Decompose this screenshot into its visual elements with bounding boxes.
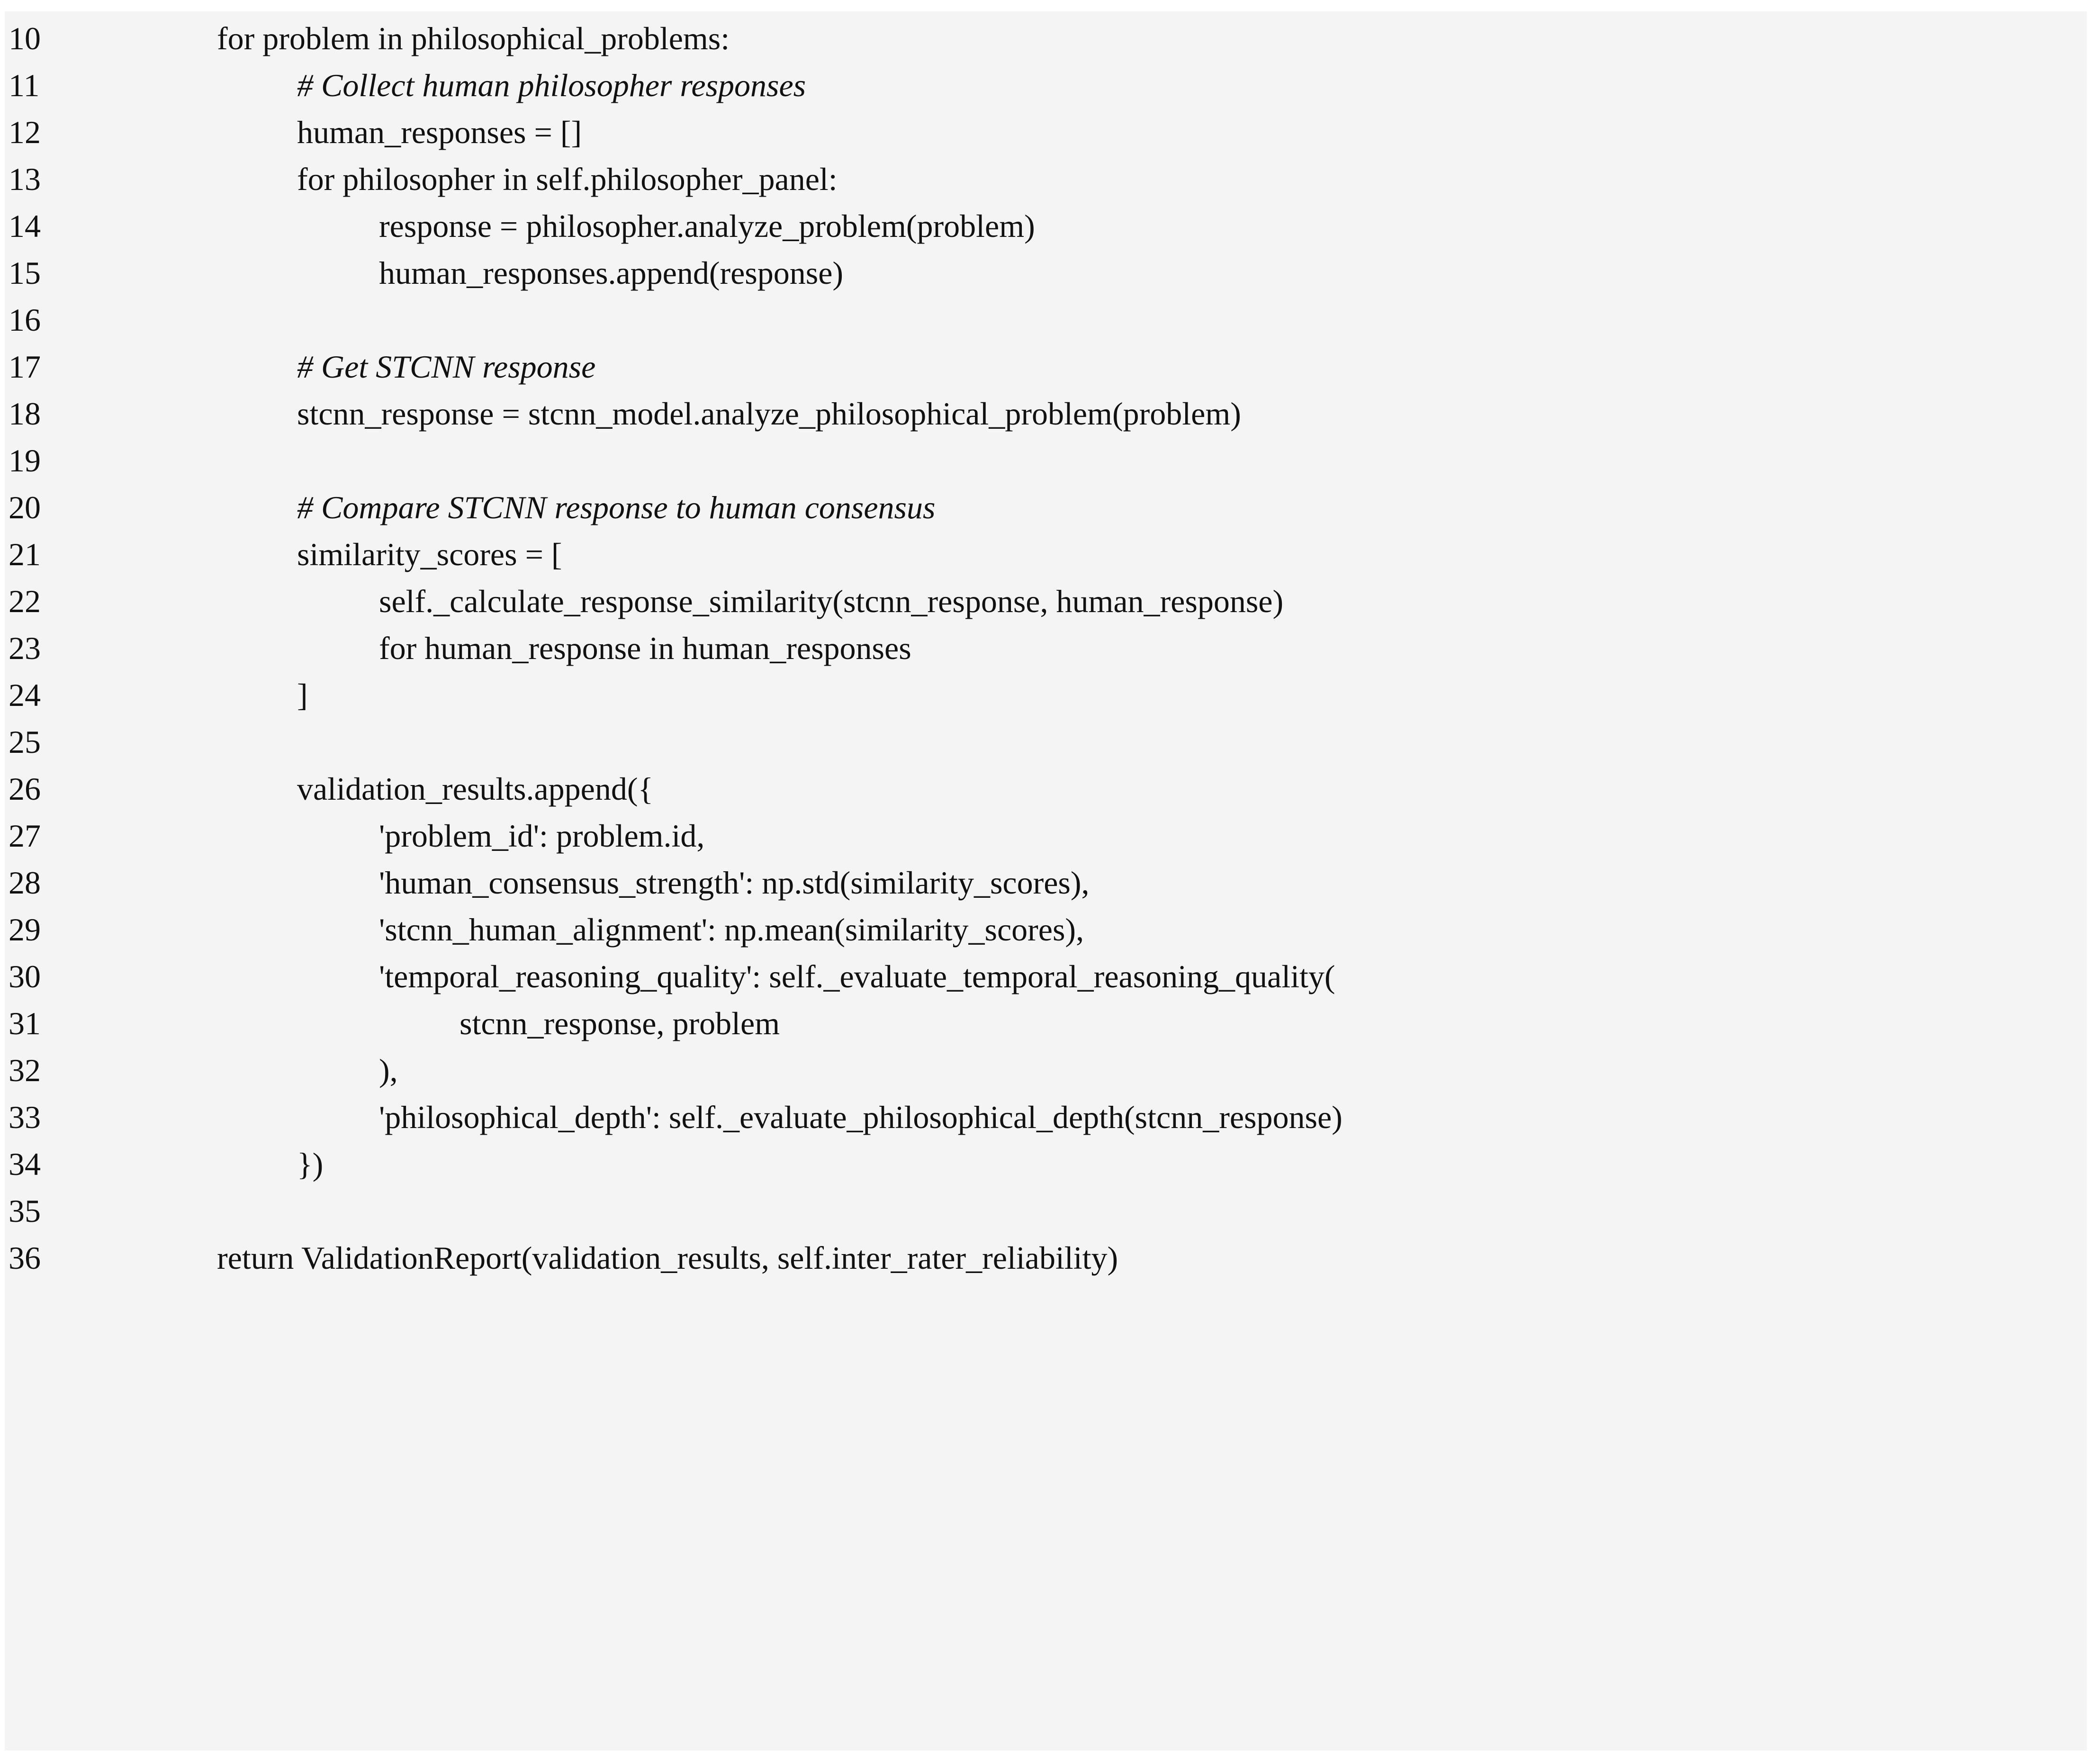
- line-number: 31: [9, 1005, 41, 1041]
- line-number: 36: [9, 1240, 41, 1276]
- code-listing-block: [5, 11, 2087, 1751]
- code-text: 'philosophical_depth': self._evaluate_philosophical_depth(stcnn_response): [379, 1099, 1343, 1135]
- line-number: 26: [9, 771, 41, 807]
- line-number: 29: [9, 912, 41, 948]
- code-line: [5, 203, 2087, 250]
- line-number: 34: [9, 1146, 41, 1182]
- code-line: [5, 813, 2087, 859]
- code-text: for philosopher in self.philosopher_panel:: [297, 161, 838, 197]
- code-line: [5, 250, 2087, 297]
- code-text: for problem in philosophical_problems:: [217, 20, 730, 56]
- code-line: [5, 625, 2087, 672]
- line-number: 10: [9, 20, 41, 56]
- code-line: [5, 297, 2087, 343]
- line-number: 21: [9, 536, 41, 572]
- code-line: [5, 672, 2087, 719]
- line-number: 32: [9, 1052, 41, 1088]
- code-line: [5, 1188, 2087, 1235]
- code-text: for human_response in human_responses: [379, 630, 911, 666]
- code-line: [5, 343, 2087, 390]
- code-line: [5, 906, 2087, 953]
- code-comment: # Collect human philosopher responses: [297, 67, 806, 103]
- line-number: 25: [9, 724, 41, 760]
- code-text: return ValidationReport(validation_results, self.inter_rater_reliability): [217, 1240, 1118, 1276]
- line-number: 30: [9, 958, 41, 994]
- line-number: 15: [9, 255, 41, 291]
- code-line: [5, 484, 2087, 531]
- line-number: 24: [9, 677, 41, 713]
- code-text: ),: [379, 1052, 398, 1088]
- line-number: 14: [9, 208, 41, 244]
- code-line: [5, 1141, 2087, 1188]
- code-text: }): [297, 1146, 324, 1182]
- code-text: 'temporal_reasoning_quality': self._evaluate_temporal_reasoning_quality(: [379, 958, 1335, 994]
- code-line: [5, 1094, 2087, 1141]
- code-line: [5, 719, 2087, 766]
- code-comment: # Get STCNN response: [297, 349, 596, 385]
- line-number: 33: [9, 1099, 41, 1135]
- code-line: [5, 953, 2087, 1000]
- code-text: stcnn_response = stcnn_model.analyze_philosophical_problem(problem): [297, 396, 1241, 432]
- code-line: [5, 109, 2087, 156]
- code-line: [5, 1047, 2087, 1094]
- code-text: ]: [297, 677, 308, 713]
- code-lines-container: [5, 11, 2087, 1751]
- code-text: stcnn_response, problem: [460, 1005, 780, 1041]
- line-number: 22: [9, 583, 41, 619]
- line-number: 12: [9, 114, 41, 150]
- line-number: 28: [9, 865, 41, 901]
- code-line: [5, 531, 2087, 578]
- code-line: [5, 766, 2087, 813]
- line-number: 17: [9, 349, 41, 385]
- code-line: [5, 1235, 2087, 1282]
- code-text: 'stcnn_human_alignment': np.mean(similarity_scores),: [379, 912, 1084, 948]
- code-line: [5, 859, 2087, 906]
- line-number: 19: [9, 443, 41, 479]
- line-number: 23: [9, 630, 41, 666]
- line-number: 20: [9, 489, 41, 525]
- code-line: [5, 15, 2087, 62]
- code-line: [5, 437, 2087, 484]
- code-line: [5, 390, 2087, 437]
- line-number: 18: [9, 396, 41, 432]
- code-line: [5, 578, 2087, 625]
- line-number: 16: [9, 302, 41, 338]
- code-line: [5, 156, 2087, 203]
- line-number: 35: [9, 1193, 41, 1229]
- code-text: human_responses = []: [297, 114, 582, 150]
- code-line: [5, 1000, 2087, 1047]
- code-text: similarity_scores = [: [297, 536, 562, 572]
- code-text: human_responses.append(response): [379, 255, 844, 291]
- code-text: response = philosopher.analyze_problem(problem): [379, 208, 1035, 244]
- code-text: 'problem_id': problem.id,: [379, 818, 705, 854]
- code-comment: # Compare STCNN response to human consensus: [297, 489, 936, 525]
- code-line: [5, 62, 2087, 109]
- code-text: self._calculate_response_similarity(stcnn_response, human_response): [379, 583, 1284, 619]
- line-number: 11: [9, 67, 40, 103]
- line-number: 13: [9, 161, 41, 197]
- line-number: 27: [9, 818, 41, 854]
- code-text: validation_results.append({: [297, 771, 654, 807]
- code-text: 'human_consensus_strength': np.std(similarity_scores),: [379, 865, 1090, 901]
